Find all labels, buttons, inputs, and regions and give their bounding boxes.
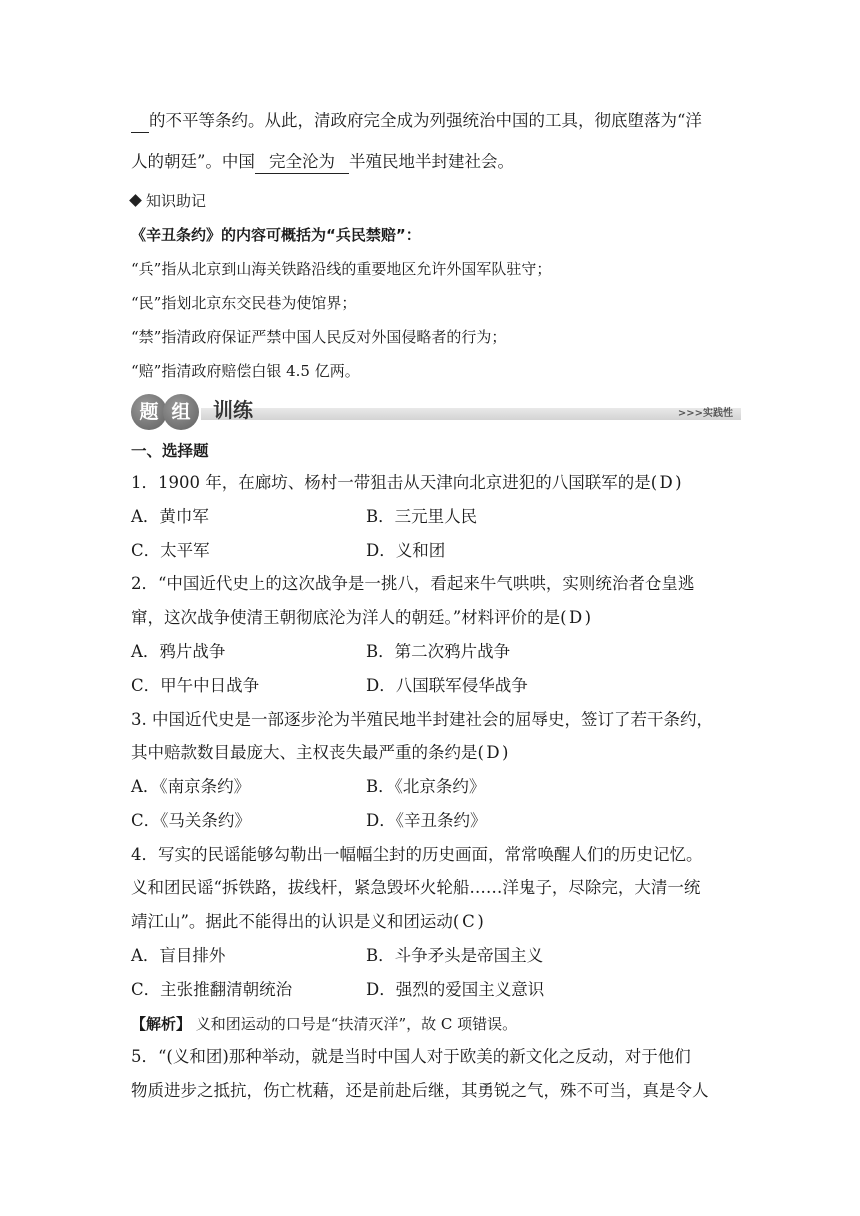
option: B．三元里人民	[366, 507, 478, 526]
option: B．《北京条约》	[366, 777, 486, 796]
question-2-line-2	[131, 607, 741, 629]
question-text: 靖江山”。据此不能得出的认识是义和团运动(	[131, 912, 460, 931]
memo-item: “民”指划北京东交民巷为使馆界；	[131, 294, 357, 312]
option: C．《马关条约》	[131, 811, 251, 830]
question-text: )	[584, 608, 592, 627]
memo-item: “禁”指清政府保证严禁中国人民反对外国侵略者的行为；	[131, 328, 507, 346]
option: A．《南京条约》	[131, 777, 251, 796]
option: C．甲午中日战争	[131, 676, 260, 695]
option: D．八国联军侵华战争	[366, 676, 528, 695]
option: A．黄巾军	[131, 507, 209, 526]
question-4-line-1: 4．写实的民谣能够勾勒出一幅幅尘封的历史画面，常常唤醒人们的历史记忆。	[131, 845, 703, 864]
analysis	[131, 1013, 741, 1035]
memo-heading	[131, 190, 741, 212]
section-banner	[131, 390, 741, 430]
banner-badge-2: 组	[163, 394, 199, 430]
option: D．强烈的爱国主义意识	[366, 980, 545, 999]
question-5-line-2: 物质进步之抵抗，伤亡枕藉，还是前赴后继，其勇锐之气，殊不可当，真是令人	[131, 1081, 709, 1100]
analysis-text: 义和团运动的口号是“扶清灭洋”，故 C 项错误。	[195, 1015, 518, 1033]
option: D．《辛丑条约》	[366, 811, 487, 830]
question-1	[131, 472, 741, 494]
intro-line-2	[131, 151, 741, 174]
answer: D	[486, 743, 500, 762]
question-text: )	[675, 473, 682, 492]
option: D．义和团	[366, 541, 446, 560]
answer: D	[659, 473, 673, 492]
question-text: )	[501, 743, 509, 762]
question-text: 其中赔款数目最庞大、主权丧失最严重的条约是(	[131, 743, 484, 762]
section-title: 一、选择题	[131, 442, 209, 460]
fill-answer: 完全沦为	[255, 151, 349, 174]
option: B．斗争矛头是帝国主义	[366, 946, 544, 965]
banner-bar	[201, 408, 741, 420]
blank-underline	[131, 110, 149, 133]
memo-item: “赔”指清政府赔偿白银 4.5 亿两。	[131, 362, 360, 380]
question-text: 1．1900 年，在廊坊、杨村一带狙击从天津向北京进犯的八国联军的是(	[131, 473, 658, 492]
intro-text-3: 半殖民地半封建社会。	[348, 152, 514, 171]
question-text: 窜，这次战争使清王朝彻底沦为洋人的朝廷。”材料评价的是(	[131, 608, 567, 627]
memo-heading-text: 知识助记	[146, 192, 207, 210]
question-5-line-1: 5．“(义和团)那种举动，就是当时中国人对于欧美的新文化之反动，对于他们	[131, 1047, 691, 1066]
intro-line-1	[131, 110, 741, 133]
option: A．鸦片战争	[131, 642, 226, 661]
intro-text-2: 人的朝廷”。中国	[131, 152, 255, 171]
question-text: )	[477, 912, 484, 931]
analysis-label: 【解析】	[131, 1015, 192, 1033]
banner-tag: >>>实践性	[677, 408, 733, 419]
diamond-icon	[129, 194, 142, 207]
option: C．太平军	[131, 541, 210, 560]
intro-text-1: 的不平等条约。从此，清政府完全成为列强统治中国的工具，彻底堕落为“洋	[149, 111, 702, 130]
answer: D	[569, 608, 583, 627]
banner-badge-1: 题	[131, 394, 167, 430]
question-4-line-2: 义和团民谣“拆铁路，拔线杆，紧急毁坏火轮船……洋鬼子，尽除完，大清一统	[131, 878, 701, 897]
question-2-line-1: 2．“中国近代史上的这次战争是一挑八，看起来牛气哄哄，实则统治者仓皇逃	[131, 574, 695, 593]
banner-title: 训练	[213, 398, 253, 422]
option: C．主张推翻清朝统治	[131, 980, 293, 999]
question-4-line-3	[131, 911, 741, 933]
memo-summary: 《辛丑条约》的内容可概括为“兵民禁赔”：	[131, 226, 421, 244]
option: A．盲目排外	[131, 946, 226, 965]
memo-item: “兵”指从北京到山海关铁路沿线的重要地区允许外国军队驻守；	[131, 260, 552, 278]
question-3-line-1: 3. 中国近代史是一部逐步沦为半殖民地半封建社会的屈辱史，签订了若干条约，	[131, 710, 713, 729]
option: B．第二次鸦片战争	[366, 642, 511, 661]
answer: C	[462, 912, 475, 931]
question-3-line-2	[131, 742, 741, 764]
